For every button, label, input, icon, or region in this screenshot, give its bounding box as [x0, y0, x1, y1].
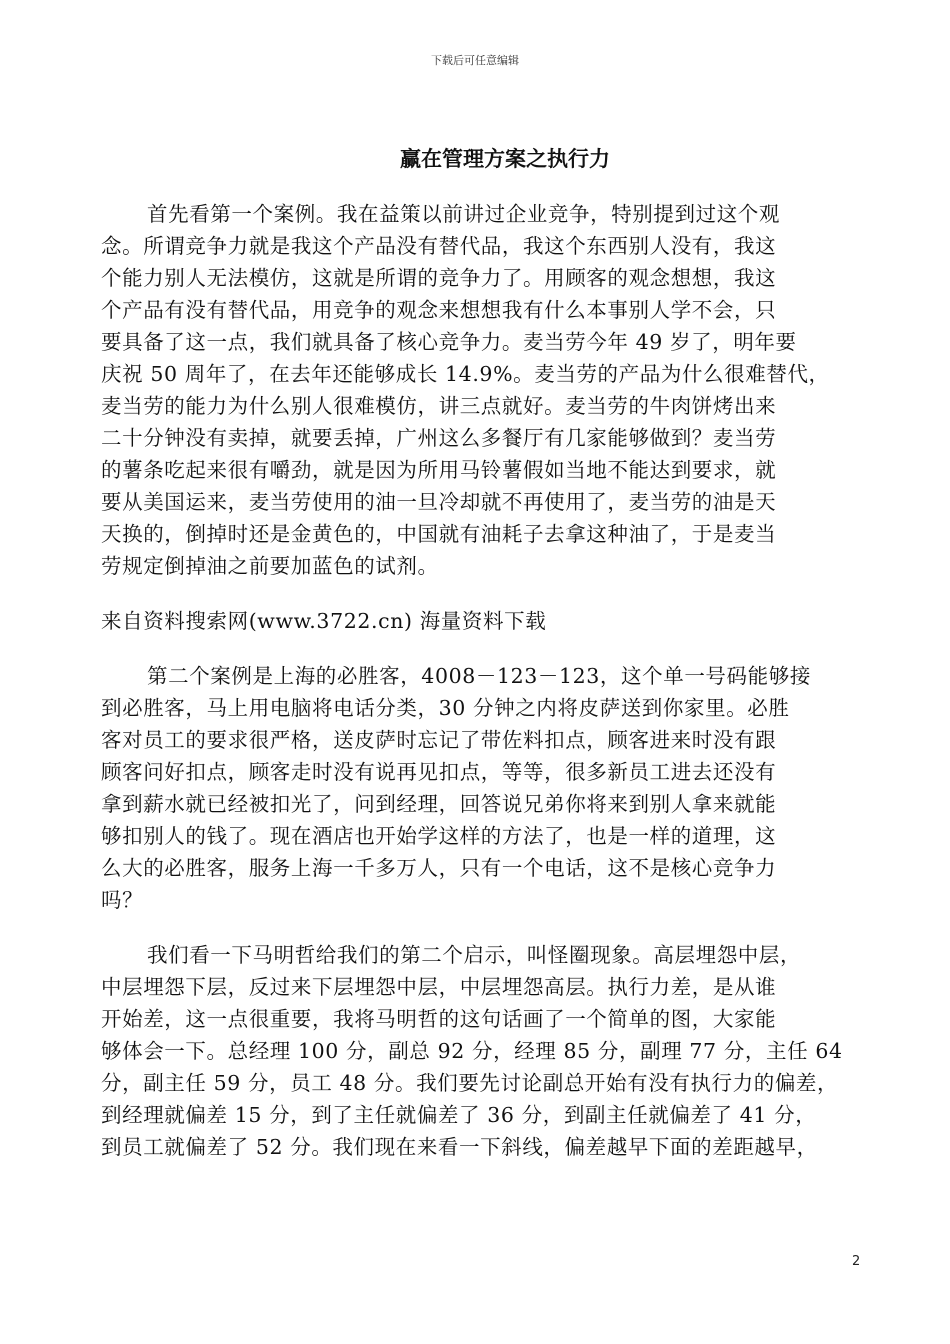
text-line: 首先看第一个案例。我在益策以前讲过企业竞争，特别提到过这个观 [147, 202, 780, 226]
text-line: 麦当劳的能力为什么别人很难模仿，讲三点就好。麦当劳的牛肉饼烤出来 [101, 394, 777, 418]
text-line: 到经理就偏差 15 分，到了主任就偏差了 36 分，到副主任就偏差了 41 分， [101, 1103, 817, 1127]
paragraph-spacer [101, 916, 861, 939]
text-line: 我们看一下马明哲给我们的第二个启示，叫怪圈现象。高层埋怨中层， [147, 943, 802, 967]
paragraph-case-two [101, 660, 861, 916]
text-line: 到必胜客，马上用电脑将电话分类，30 分钟之内将皮萨送到你家里。必胜 [101, 696, 790, 720]
text-line: 中层埋怨下层，反过来下层埋怨中层，中层埋怨高层。执行力差，是从谁 [101, 975, 777, 999]
text-line: 顾客问好扣点，顾客走时没有说再见扣点，等等，很多新员工进去还没有 [101, 760, 777, 784]
source-line: 来自资料搜索网(www.3722.cn) 海量资料下载 [101, 609, 547, 633]
text-line: 吗？ [101, 888, 144, 912]
text-line: 要从美国运来，麦当劳使用的油一旦冷却就不再使用了，麦当劳的油是天 [101, 490, 777, 514]
paragraph-spacer [101, 582, 861, 605]
text-line: 么大的必胜客，服务上海一千多万人，只有一个电话，这不是核心竞争力 [101, 856, 777, 880]
text-line: 第二个案例是上海的必胜客，4008－123－123，这个单一号码能够接 [147, 664, 811, 688]
text-line: 到员工就偏差了 52 分。我们现在来看一下斜线，偏差越早下面的差距越早， [101, 1135, 818, 1159]
document-body [101, 198, 861, 1163]
page-number: 2 [852, 1254, 861, 1269]
document-title: 赢在管理方案之执行力 [400, 147, 610, 171]
text-line: 的薯条吃起来很有嚼劲，就是因为所用马铃薯假如当地不能达到要求，就 [101, 458, 777, 482]
text-line: 庆祝 50 周年了，在去年还能够成长 14.9%。麦当劳的产品为什么很难替代， [101, 362, 830, 386]
text-line: 念。所谓竞争力就是我这个产品没有替代品，我这个东西别人没有，我这 [101, 234, 777, 258]
text-line: 够扣别人的钱了。现在酒店也开始学这样的方法了，也是一样的道理，这 [101, 824, 777, 848]
paragraph-spacer [101, 637, 861, 660]
text-line: 劳规定倒掉油之前要加蓝色的试剂。 [101, 554, 439, 578]
text-line: 二十分钟没有卖掉，就要丢掉，广州这么多餐厅有几家能够做到？麦当劳 [101, 426, 777, 450]
page-header: 下载后可任意编辑 [431, 54, 519, 67]
paragraph-vicious-circle [101, 939, 861, 1163]
text-line: 够体会一下。总经理 100 分，副总 92 分，经理 85 分，副理 77 分，主任 64 [101, 1039, 843, 1063]
text-line: 个能力别人无法模仿，这就是所谓的竞争力了。用顾客的观念想想，我这 [101, 266, 777, 290]
text-line: 要具备了这一点，我们就具备了核心竞争力。麦当劳今年 49 岁了，明年要 [101, 330, 797, 354]
text-line: 个产品有没有替代品，用竞争的观念来想想我有什么本事别人学不会，只 [101, 298, 777, 322]
text-line: 客对员工的要求很严格，送皮萨时忘记了带佐料扣点，顾客进来时没有跟 [101, 728, 777, 752]
paragraph-case-one [101, 198, 861, 582]
text-line: 拿到薪水就已经被扣光了，问到经理，回答说兄弟你将来到别人拿来就能 [101, 792, 777, 816]
text-line: 天换的，倒掉时还是金黄色的，中国就有油耗子去拿这种油了，于是麦当 [101, 522, 777, 546]
text-line: 分，副主任 59 分，员工 48 分。我们要先讨论副总开始有没有执行力的偏差， [101, 1071, 839, 1095]
text-line: 开始差，这一点很重要，我将马明哲的这句话画了一个简单的图，大家能 [101, 1007, 777, 1031]
